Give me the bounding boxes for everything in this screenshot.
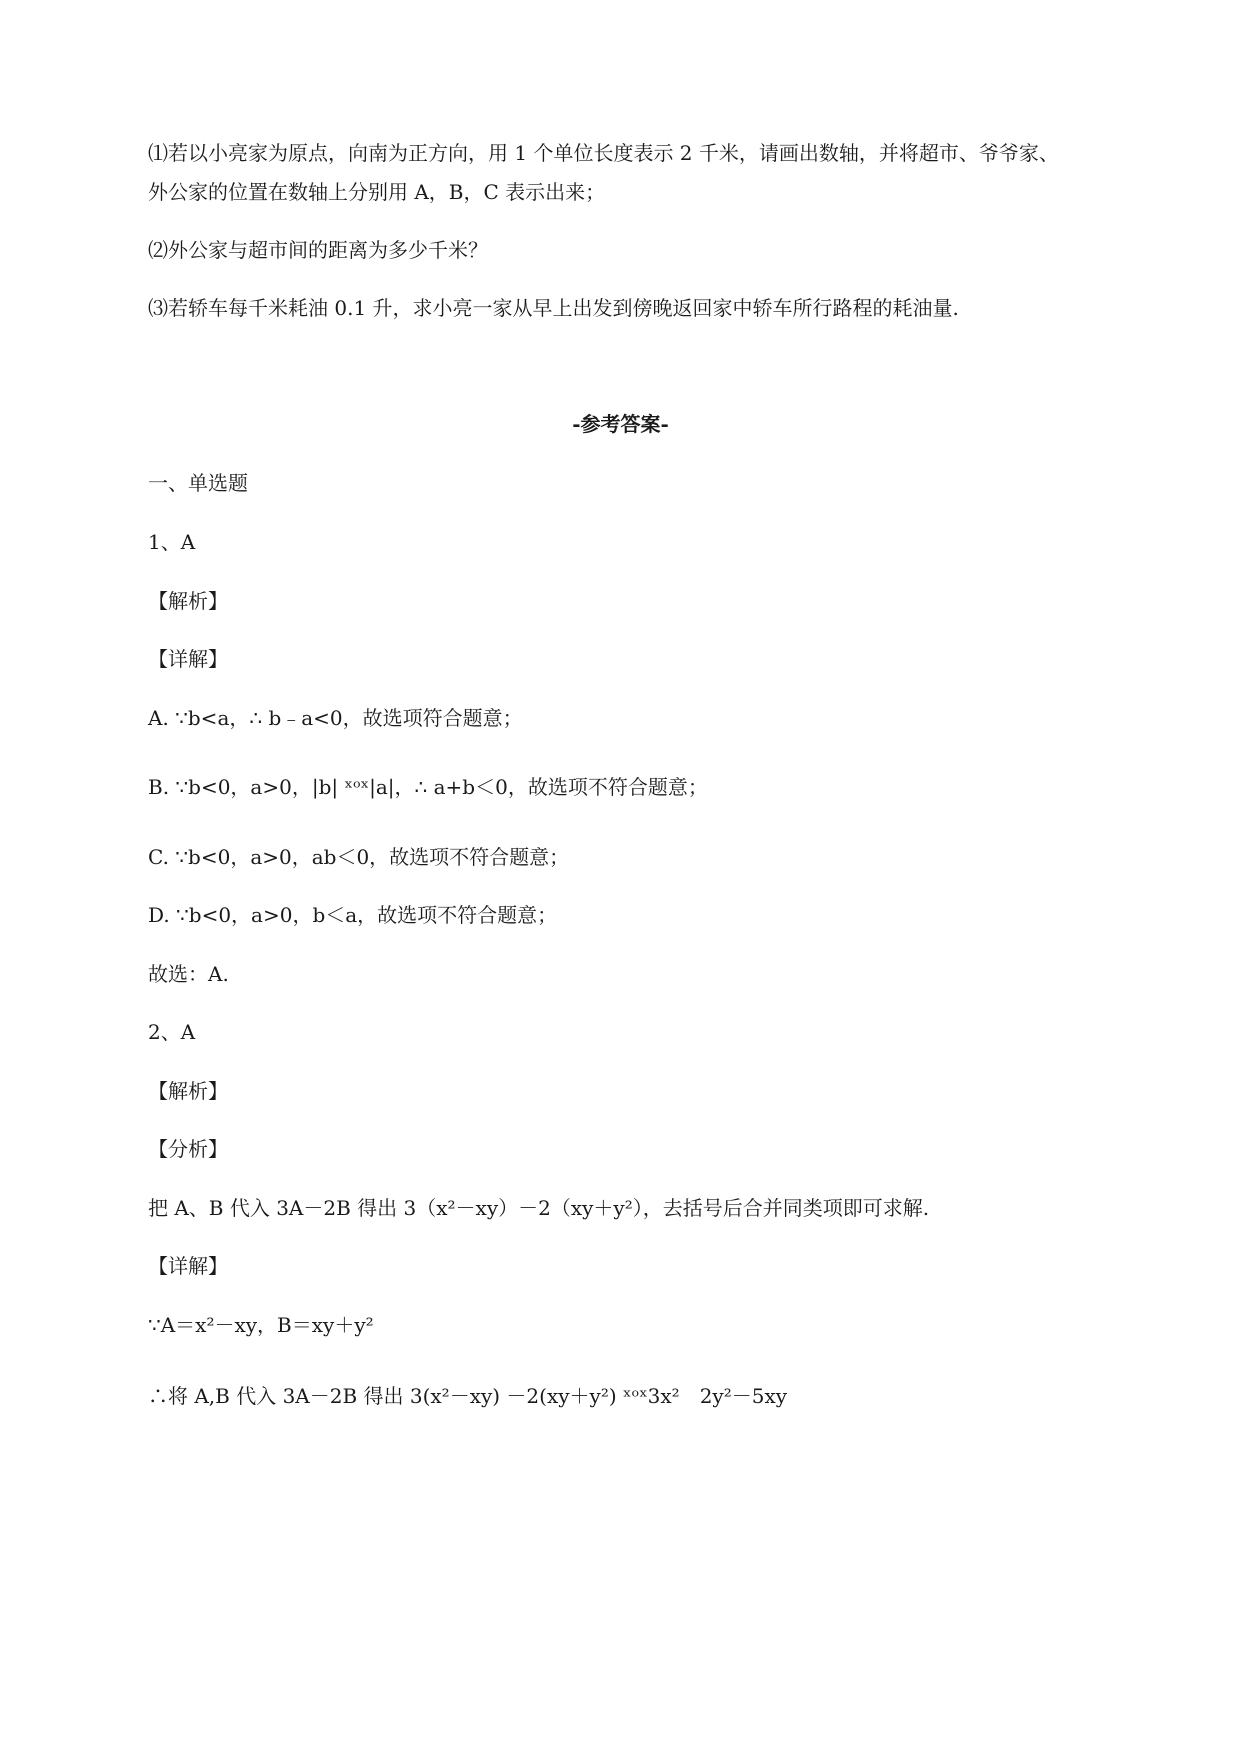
- answer-2-detail-label: 【详解】: [148, 1254, 228, 1278]
- answer-1-option-d: D. ∵b<0，a>0，b＜a，故选项不符合题意；: [148, 903, 558, 927]
- question-3: ⑶若轿车每千米耗油 0.1 升，求小亮一家从早上出发到傍晚返回家中轿车所行路程的耗油量.: [148, 296, 959, 320]
- answer-1-option-a: A. ∵b<a，∴ b﹣a<0，故选项符合题意；: [148, 706, 523, 730]
- answer-1-conclusion: 故选：A.: [148, 962, 229, 986]
- answer-2-given: ∵A＝x²－xy，B＝xy＋y²: [148, 1313, 374, 1337]
- answer-1-option-c: C. ∵b<0，a>0，ab＜0，故选项不符合题意；: [148, 845, 570, 869]
- question-2: ⑵外公家与超市间的距离为多少千米？: [148, 238, 488, 262]
- answer-1-number: 1、A: [148, 530, 196, 554]
- answer-2-analyze-label: 【分析】: [148, 1137, 228, 1161]
- answer-2-analysis-label: 【解析】: [148, 1079, 228, 1103]
- answer-1-detail-label: 【详解】: [148, 647, 228, 671]
- answer-2-analyze-text: 把 A、B 代入 3A－2B 得出 3（x²－xy）－2（xy＋y²），去括号后合并同类项即可求解.: [148, 1196, 930, 1220]
- answer-2-number: 2、A: [148, 1020, 196, 1044]
- section-heading: 一、单选题: [148, 471, 248, 495]
- question-1-line-1: ⑴若以小亮家为原点，向南为正方向，用 1 个单位长度表示 2 千米，请画出数轴，并将超市、爷爷家、: [148, 141, 1059, 165]
- answer-1-analysis-label: 【解析】: [148, 589, 228, 613]
- question-1-line-2: 外公家的位置在数轴上分别用 A，B，C 表示出来；: [148, 180, 606, 204]
- answer-key-title: -参考答案-: [572, 412, 669, 436]
- answer-2-result: ∴将 A,B 代入 3A－2B 得出 3(x²－xy) －2(xy＋y²) ˣᵒˣ3x² 2y²－5xy: [148, 1384, 788, 1408]
- answer-1-option-b: B. ∵b<0，a>0，|b| ˣᵒˣ|a|，∴ a+b＜0，故选项不符合题意；: [148, 775, 708, 799]
